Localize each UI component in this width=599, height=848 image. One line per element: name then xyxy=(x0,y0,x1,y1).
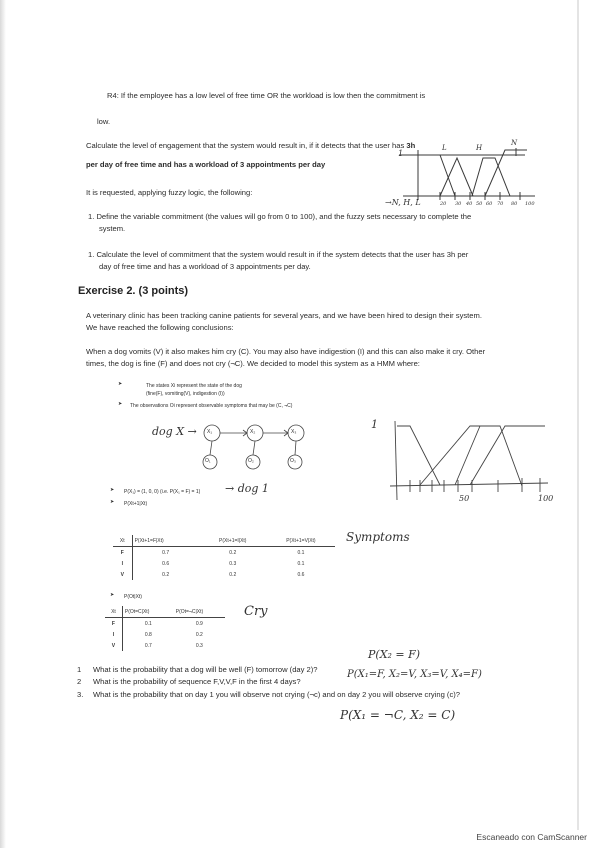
hw-dog-state: dog X → xyxy=(152,425,197,438)
hw-tick-40: 40 xyxy=(466,201,473,207)
question-2-num: 2 xyxy=(77,677,82,686)
transition-row-i xyxy=(113,558,335,569)
transition-cell: 0.1 xyxy=(297,549,305,556)
hw-tick-60: 60 xyxy=(486,201,493,207)
emission-cell: 0.1 xyxy=(144,620,152,627)
calc-intro-text: Calculate the level of engagement that the system would result in, if it detects that the user has xyxy=(86,141,407,150)
transition-cell: 0.2 xyxy=(162,571,170,578)
ex2-p1-line1: A veterinary clinic has been tracking canine patients for several years, and we have been hired to design their system. xyxy=(86,311,482,320)
transition-cell: 0.2 xyxy=(229,571,237,578)
question-2-text: What is the probability of sequence F,V,V,F in the first 4 days? xyxy=(93,677,301,686)
transition-row-f xyxy=(113,547,335,559)
emission-cell: 0.8 xyxy=(144,631,152,638)
emission-cell: 0.9 xyxy=(195,620,203,627)
question-3-num: 3. xyxy=(77,690,84,699)
calc-intro-bold: 3h xyxy=(406,141,416,150)
bullet-states-line2: (fine(F), vomiting(V), indigestion (I)) xyxy=(146,391,225,397)
bullet-arrow-4: ➤ xyxy=(110,499,115,505)
bullet-states-line1: The states Xi represent the state of the dog xyxy=(146,383,242,389)
question-3-text: What is the probability that on day 1 you will observe not crying (¬c) and on day 2 you will observe crying (c)? xyxy=(93,690,460,699)
hw-nhl: →N, H, L xyxy=(385,198,421,207)
rule-r4-cont: low. xyxy=(97,117,111,126)
bullet-transition: P(Xt+1|Xt) xyxy=(124,501,148,507)
emission-state-i: I xyxy=(105,629,122,640)
node-x2-label: X₂ xyxy=(250,429,256,435)
emission-cell: 0.2 xyxy=(195,631,203,638)
emission-row-i xyxy=(105,629,225,640)
emission-header-row xyxy=(105,606,225,618)
hw-tick-80: 80 xyxy=(511,201,518,207)
emission-state-v: V xyxy=(105,640,122,651)
emission-state-f: F xyxy=(105,618,122,630)
transition-state-i: I xyxy=(113,558,132,569)
bullet-observations: The observations Oi represent observable symptoms that may be (C, ¬C) xyxy=(130,403,293,409)
emission-header-c: P(Ot=C|Xt) xyxy=(124,608,150,615)
question-1-text: What is the probability that a dog will be well (F) tomorrow (day 2)? xyxy=(93,665,318,674)
hw-tick-100: 100 xyxy=(525,201,535,207)
item2-line2: day of free time and has a workload of 3 appointments per day. xyxy=(99,262,311,271)
rule-r4: R4: If the employee has a low level of free time OR the workload is low then the commitment is xyxy=(107,91,426,100)
transition-header-xt: Xt xyxy=(113,535,132,547)
hw-cry: Cry xyxy=(244,604,268,619)
node-x1-label: X₁ xyxy=(207,429,213,435)
calc-intro-line2: per day of free time and has a workload of 3 appointments per day xyxy=(86,160,326,169)
item1-line2: system. xyxy=(99,224,126,233)
bullet-arrow-2: ➤ xyxy=(118,401,123,407)
transition-header-f: P(Xt+1=F|Xt) xyxy=(134,537,164,544)
transition-cell: 0.3 xyxy=(229,560,237,567)
transition-cell: 0.7 xyxy=(162,549,170,556)
transition-cell: 0.2 xyxy=(229,549,237,556)
emission-header-xt: Xt xyxy=(105,606,122,618)
emission-row-v xyxy=(105,640,225,651)
hw-symptoms: Symptoms xyxy=(346,530,410,544)
emission-cell: 0.3 xyxy=(195,642,203,649)
requested-line: It is requested, applying fuzzy logic, the following: xyxy=(86,188,253,197)
emission-table xyxy=(105,606,225,651)
transition-header-v: P(Xt+1=V|Xt) xyxy=(286,537,316,544)
item2-line1: 1. Calculate the level of commitment that the system would result in if the system detects that the user has 3h per xyxy=(88,250,469,259)
transition-header-row xyxy=(113,535,335,547)
node-o1-label: O₁ xyxy=(205,458,211,464)
bullet-arrow-5: ➤ xyxy=(110,592,115,598)
transition-cell: 0.6 xyxy=(162,560,170,567)
transition-state-f: F xyxy=(113,547,132,559)
hw-label-h: H xyxy=(476,144,483,152)
ex2-p2-line2: times, the dog is fine (F) and does not cry (¬C). We decided to model this system as a HMM where: xyxy=(86,359,420,368)
bullet-arrow-1: ➤ xyxy=(118,381,123,387)
hw-label-n: N xyxy=(511,139,518,147)
exercise2-title: Exercise 2. (3 points) xyxy=(78,285,189,297)
bullet-arrow-3: ➤ xyxy=(110,487,115,493)
transition-header-i: P(Xt+1=I|Xt) xyxy=(219,537,247,544)
ex2-p1-line2: We have reached the following conclusions: xyxy=(86,323,234,332)
hw-dog-arrow: → dog 1 xyxy=(225,482,269,495)
emission-row-f xyxy=(105,618,225,630)
bullet-observation-model: P(Ot|Xt) xyxy=(124,594,142,600)
hw-q3: P(X₁ = ¬C, X₂ = C) xyxy=(340,708,456,722)
node-o3-label: O₃ xyxy=(290,458,296,464)
item1-line1: 1. Define the variable commitment (the values will go from 0 to 100), and the fuzzy sets necessary to complete the xyxy=(88,212,472,221)
hw-label-l: L xyxy=(442,144,447,152)
question-1-num: 1 xyxy=(77,665,82,674)
hw-axis-50: 50 xyxy=(459,494,470,503)
transition-table xyxy=(113,535,335,580)
node-x3-label: X₃ xyxy=(291,429,297,435)
hw-tick-30: 30 xyxy=(455,201,462,207)
hw-axis-one: 1 xyxy=(371,418,378,431)
hw-q1: P(X₂ = F) xyxy=(368,648,421,661)
hw-axis-one-top: 1 xyxy=(398,149,404,158)
ex2-p2-line1: When a dog vomits (V) it also makes him cry (C). You may also have indigestion (I) and this can also make it cry. Other xyxy=(86,347,486,356)
hw-axis-100: 100 xyxy=(538,494,554,503)
emission-header-notc: P(Ot=¬C|Xt) xyxy=(175,608,204,615)
scanner-watermark: Escaneado con CamScanner xyxy=(476,832,587,842)
emission-cell: 0.7 xyxy=(144,642,152,649)
hw-q2: P(X₁=F, X₂=V, X₃=V, X₄=F) xyxy=(347,669,482,680)
transition-state-v: V xyxy=(113,569,132,580)
hw-tick-50: 50 xyxy=(476,201,483,207)
hw-tick-20: 20 xyxy=(440,201,447,207)
transition-cell: 0.6 xyxy=(297,571,305,578)
transition-cell: 0.1 xyxy=(297,560,305,567)
transition-row-v xyxy=(113,569,335,580)
node-o2-label: O₂ xyxy=(248,458,254,464)
hw-tick-70: 70 xyxy=(497,201,504,207)
bullet-initial: P(X₁) = (1, 0, 0) (i.e. P(X₁ = F) = 1) xyxy=(124,489,201,495)
